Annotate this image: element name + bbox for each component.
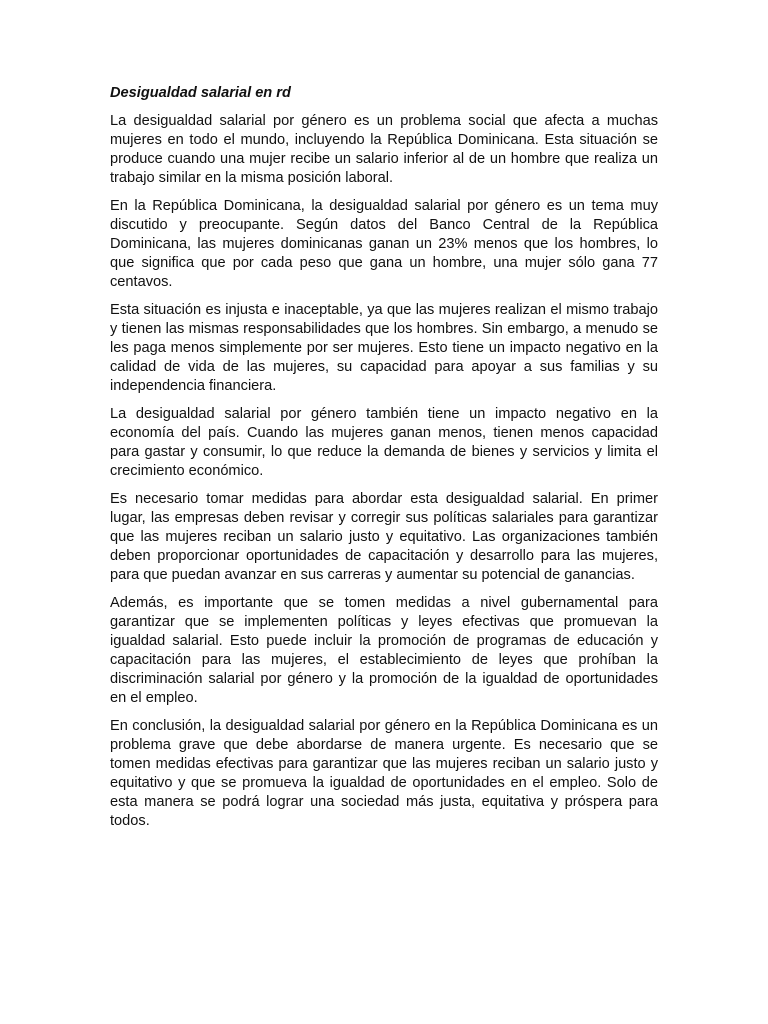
paragraph-government: Además, es importante que se tomen medidas a nivel gubernamental para garantizar que se implementen políticas y leyes efectivas que promuevan la igualdad salarial. Esto puede incluir la promoción de programas de educación y capacitación para las mujeres, el establecimiento de leyes que prohíban la discriminación salarial por género y la promoción de la igualdad de oportunidades en el empleo.: [110, 595, 658, 706]
document-title: Desigualdad salarial en rd: [110, 85, 291, 101]
paragraph-conclusion: En conclusión, la desigualdad salarial por género en la República Dominicana es un problema grave que debe abordarse de manera urgente. Es necesario que se tomen medidas efectivas para garantizar que las mujeres reciban un salario justo y equitativo y que se promueva la igualdad de oportunidades en el empleo. Solo de esta manera se podrá lograr una sociedad más justa, equitativa y próspera para todos.: [110, 718, 658, 829]
paragraph-injustice: Esta situación es injusta e inaceptable, ya que las mujeres realizan el mismo trabajo y tienen las mismas responsabilidades que los hombres. Sin embargo, a menudo se les paga menos simplemente por ser mujeres. Esto tiene un impacto negativo en la calidad de vida de las mujeres, su capacidad para apoyar a sus familias y su independencia financiera.: [110, 302, 658, 394]
paragraph-dominican-republic: En la República Dominicana, la desigualdad salarial por género es un tema muy discutido y preocupante. Según datos del Banco Central de la República Dominicana, las mujeres dominicanas ganan un 23% menos que los hombres, lo que significa que por cada peso que gana un hombre, una mujer sólo gana 77 centavos.: [110, 198, 658, 290]
document-page: [110, 84, 658, 840]
paragraph-intro: La desigualdad salarial por género es un problema social que afecta a muchas mujeres en todo el mundo, incluyendo la República Dominicana. Esta situación se produce cuando una mujer recibe un salario inferior al de un hombre que realiza un trabajo similar en la misma posición laboral.: [110, 113, 658, 186]
paragraph-economy: La desigualdad salarial por género también tiene un impacto negativo en la economía del país. Cuando las mujeres ganan menos, tienen menos capacidad para gastar y consumir, lo que reduce la demanda de bienes y servicios y limita el crecimiento económico.: [110, 406, 658, 479]
paragraph-measures: Es necesario tomar medidas para abordar esta desigualdad salarial. En primer lugar, las empresas deben revisar y corregir sus políticas salariales para garantizar que las mujeres reciban un salario justo y equitativo. Las organizaciones también deben proporcionar oportunidades de capacitación y desarrollo para las mujeres, para que puedan avanzar en sus carreras y aumentar su potencial de ganancias.: [110, 491, 658, 583]
